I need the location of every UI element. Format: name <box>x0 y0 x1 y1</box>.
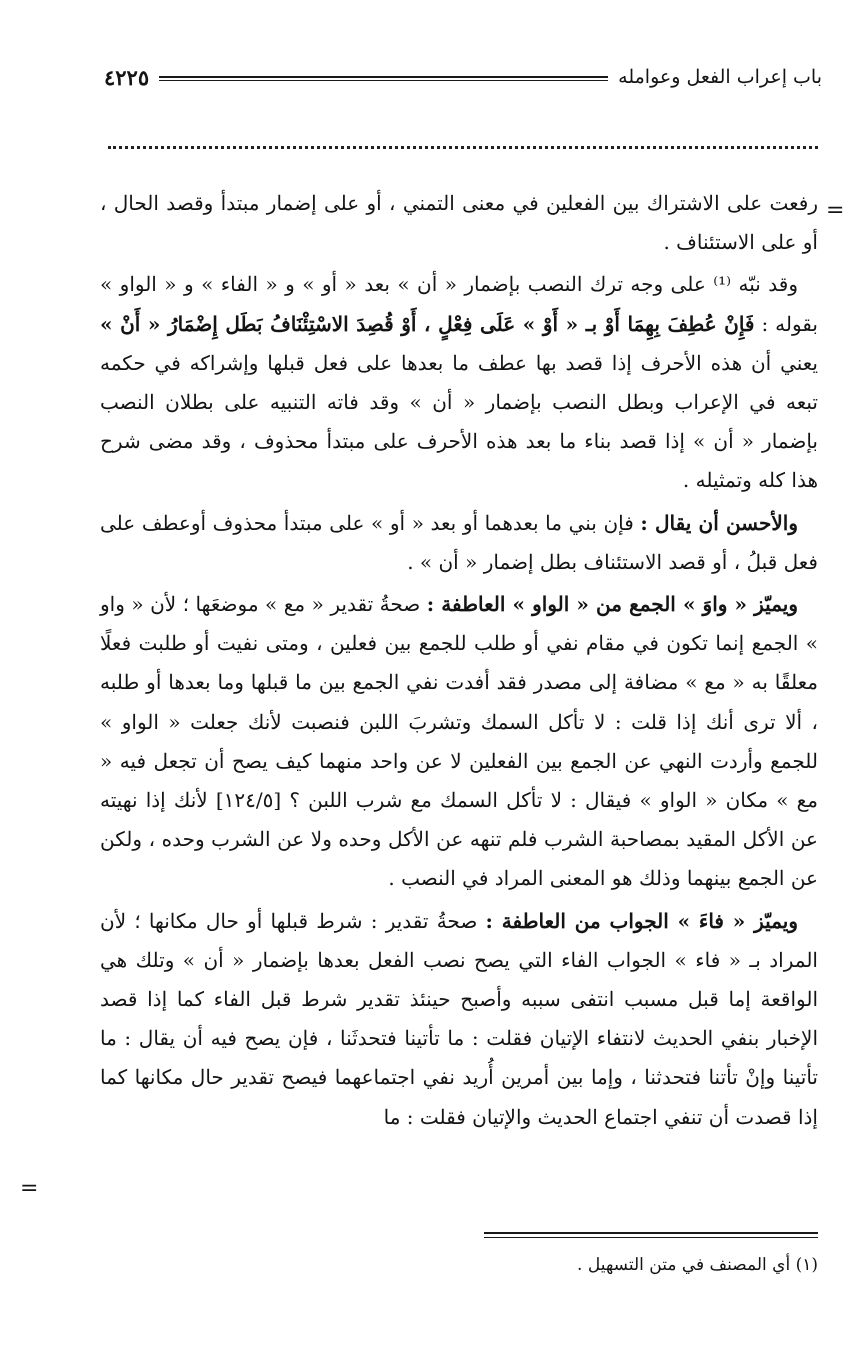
omission-dotted-line <box>108 132 818 149</box>
text-span: رفعت على الاشتراك بين الفعلين في معنى التمني ، أو على إضمار مبتدأ وقصد الحال ، أو على الاستئناف . <box>100 191 818 255</box>
bold-text-span: ويميّز « فاءَ » الجواب من العاطفة : <box>485 908 798 933</box>
page-number: ٤٢٢٥ <box>104 64 150 90</box>
footnote-rule <box>484 1232 818 1238</box>
page-header <box>104 60 822 94</box>
paragraph <box>100 504 818 582</box>
paragraph <box>100 184 818 262</box>
paragraph <box>100 265 818 500</box>
paragraph <box>100 902 818 1137</box>
paragraph <box>100 585 818 899</box>
bold-text-span: والأحسن أن يقال : <box>640 510 799 535</box>
continuation-mark-bottom: = <box>20 1176 39 1201</box>
text-span: يعني أن هذه الأحرف إذا قصد بها عطف ما بعدها على فعل قبلها وإشراكه في حكمه تبعه في الإعراب وبطل النصب بإضمار « أن » وقد فاته التنبيه على بطلان النصب بإضمار « أن » إذا قصد بناء ما بعد هذه الأحرف على مبتدأ محذوف ، وقد مضى شرح هذا كله وتمثيله . <box>100 350 818 493</box>
running-title: باب إعراب الفعل وعوامله <box>618 66 822 88</box>
header-rule <box>159 76 608 81</box>
footnote: (١) أي المصنف في متن التسهيل . <box>577 1255 818 1275</box>
bold-text-span: ويميّز « واوَ » الجمع من « الواو » العاطفة : <box>426 592 798 617</box>
text-span: صحةُ تقدير « مع » موضعَها ؛ لأن « واو » الجمع إنما تكون في مقام نفي أو طلب للجمع بين فعلين ، ومتى نفيت أو طلبت فعلًا معلقًا به « مع » مضافة إلى مصدر فقد أفدت نفي الجمع بين ما قبلها وما بعدها أو طلبه ، ألا ترى أنك إذا قلت : لا تأكل السمك وتشربَ اللبن فنصبت لأنك جعلت « الواو » للجمع وأردت النهي عن الجمع بين الفعلين لا عن واحد منهما كيف يصح أن تجعل فيه « مع » مكان « الواو » فيقال : لا تأكل السمك مع شرب اللبن ؟ [١٢٤/٥] لأنك إذا نهيته عن الأكل المقيد بمصاحبة الشرب فلم تنهه عن الأكل وحده ولا عن الشرب وحده ، ولكن عن الجمع بينهما وذلك هو المعنى المراد في النصب . <box>100 592 818 891</box>
text-span: فإن بني ما بعدهما أو بعد « أو » على مبتدأ محذوف أوعطف على فعل قبلُ ، أو قصد الاستئناف بطل إضمار « أن » . <box>100 510 818 574</box>
text-span: وقد نبّه ⁽¹⁾ على وجه ترك النصب بإضمار « أن » بعد « أو » و « الفاء » و « الواو » بقوله : <box>100 272 818 336</box>
continuation-mark-top: = <box>826 198 845 223</box>
bold-text-span: فَإِنْ عُطِفَ بِهِمَا أَوْ بـ « أَوْ » عَلَى فِعْلٍ ، أَوْ قُصِدَ الاسْتِئْنَافُ بَطَل إِضْمَارُ « أَنْ » <box>100 311 755 336</box>
text-span: صحةُ تقدير : شرط قبلها أو حال مكانها ؛ لأن المراد بـ « فاء » الجواب الفاء التي يصح نصب الفعل بعدها بإضمار « أن » وتلك هي الواقعة إما قبل مسبب انتفى سببه وأصبح حينئذ تقدير شرط قبل الفاء كما إذا قصد الإخبار بنفي الحديث لانتفاء الإتيان فقلت : ما تأتينا فتحدثَنا ، فإن يصح فيه أن يقال : ما تأتينا وإنْ تأتنا فتحدثنا ، وإما بين أمرين أُريد نفي اجتماعهما فيصح تقدير حال مكانها كما إذا قصدت أن تنفي اجتماع الحديث والإتيان فقلت : ما <box>100 908 818 1129</box>
main-text <box>100 184 818 1137</box>
